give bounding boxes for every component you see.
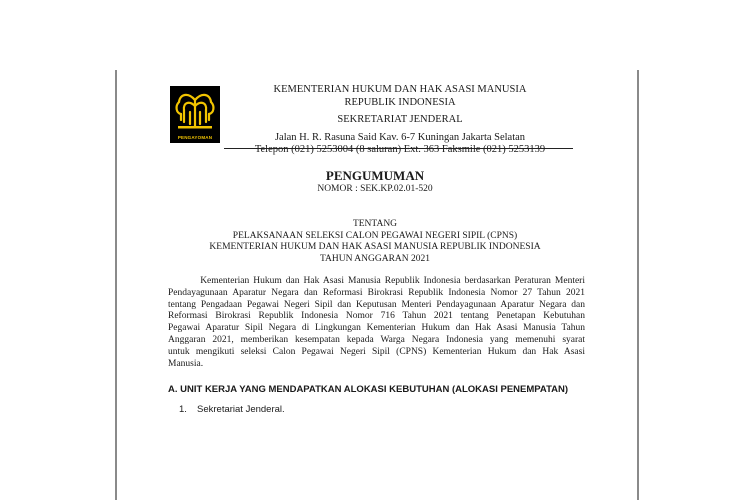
body-line: untuk mengikuti seleksi Calon Pegawai Negeri Sipil (CPNS) Kementerian Hukum dan Hak Asasi bbox=[168, 346, 585, 357]
body-line: Reformasi Birokrasi Republik Indonesia Nomor 716 Tahun 2021 tentang Penetapan Kebutuhan bbox=[168, 311, 585, 322]
letterhead bbox=[230, 84, 570, 157]
body-line: Pendayagunaan Aparatur Negara dan Reformasi Birokrasi Republik Indonesia Nomor 27 Tahun 2021 bbox=[168, 287, 585, 298]
body-line: Manusia. bbox=[168, 358, 204, 369]
ministry-logo bbox=[170, 86, 220, 143]
body-line: Kementerian Hukum dan Hak Asasi Manusia Republik Indonesia berdasarkan Peraturan Menteri bbox=[168, 276, 585, 286]
list-item-text: Sekretariat Jenderal. bbox=[197, 404, 285, 415]
subject-line-3: TAHUN ANGGARAN 2021 bbox=[319, 253, 431, 264]
announcement-subject bbox=[115, 219, 635, 265]
office-address: Jalan H. R. Rasuna Said Kav. 6-7 Kuningan Jakarta Selatan bbox=[274, 131, 526, 143]
letterhead-divider bbox=[224, 148, 573, 149]
announcement-title: PENGUMUMAN bbox=[325, 168, 425, 183]
subject-label: TENTANG bbox=[352, 219, 398, 229]
logo-caption: PENGAYOMAN bbox=[177, 135, 213, 140]
announcement-number: NOMOR : SEK.KP.02.01-520 bbox=[317, 184, 433, 194]
unit-name: SEKRETARIAT JENDERAL bbox=[337, 114, 463, 125]
subject-line-2: KEMENTERIAN HUKUM DAN HAK ASASI MANUSIA REPUBLIK INDONESIA bbox=[209, 242, 541, 252]
ministry-name: KEMENTERIAN HUKUM DAN HAK ASASI MANUSIA bbox=[273, 84, 527, 95]
body-line: Anggaran 2021, memberikan kesempatan kepada Warga Negara Indonesia yang memenuhi syarat bbox=[168, 334, 585, 345]
body-line: Pegawai Aparatur Sipil Negara di Lingkungan Kementerian Hukum dan Hak Asasi Manusia Tahun bbox=[168, 323, 585, 334]
office-contact: Telepon (021) 5253004 (8 saluran) Ext. 363 Faksmile (021) 5253139 bbox=[254, 144, 546, 155]
body-line: tentang Pengadaan Pegawai Negeri Sipil dan Keputusan Menteri Pendayagunaan Aparatur Negara dan bbox=[168, 299, 585, 310]
list-item-number: 1. bbox=[179, 404, 187, 415]
truncated-next-line bbox=[179, 417, 379, 423]
list-item bbox=[179, 404, 285, 415]
body-paragraph bbox=[168, 276, 585, 370]
subject-line-1: PELAKSANAAN SELEKSI CALON PEGAWAI NEGERI SIPIL (CPNS) bbox=[232, 230, 518, 241]
section-a-heading: A. UNIT KERJA YANG MENDAPATKAN ALOKASI KEBUTUHAN (ALOKASI PENEMPATAN) bbox=[168, 384, 569, 395]
country-name: REPUBLIK INDONESIA bbox=[344, 96, 456, 108]
